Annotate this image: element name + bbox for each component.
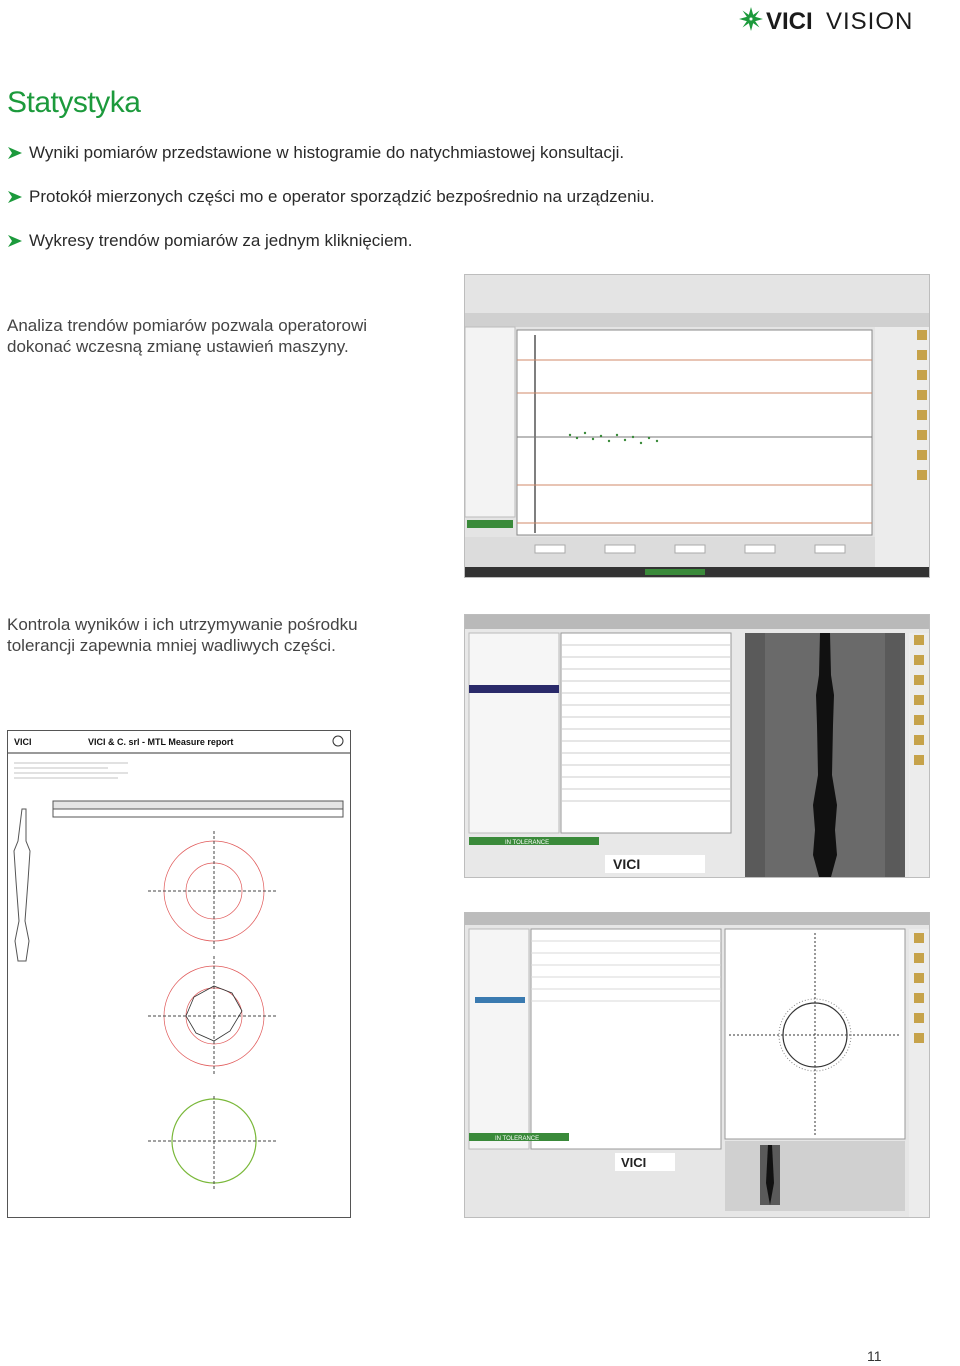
tolerance-caption-line: tolerancji zapewnia mniej wadliwych części.	[7, 636, 336, 655]
chevron-right-icon	[7, 189, 23, 205]
viewer-logo-2: VICI	[621, 1155, 647, 1170]
tolerance-caption	[7, 614, 358, 656]
measure-report-scan	[7, 730, 351, 1218]
bullet-item	[7, 143, 624, 163]
logo-text-bold: VICI	[766, 8, 813, 35]
trend-caption-line: Analiza trendów pomiarów pozwala operatorowi	[7, 316, 368, 335]
logo-text-thin: VISION	[826, 8, 914, 35]
status-label-2: IN TOLERANCE	[495, 1136, 540, 1142]
tolerance-caption-line: Kontrola wyników i ich utrzymywanie pośrodku	[7, 615, 358, 634]
trend-caption-line: dokonać wczesną zmianę ustawień maszyny.	[7, 337, 349, 356]
trend-software-screenshot	[464, 274, 930, 578]
viewer-logo: VICI	[613, 856, 641, 872]
polar-software-screenshot	[464, 912, 930, 1218]
page-title: Statystyka	[7, 86, 141, 119]
page-number: 11	[867, 1348, 882, 1364]
report-logo: VICI	[14, 737, 32, 747]
vici-vision-logo	[738, 4, 914, 35]
tolerance-software-screenshot	[464, 614, 930, 878]
bullet-text: Wyniki pomiarów przedstawione w histogramie do natychmiastowej konsultacji.	[29, 143, 625, 162]
chevron-right-icon	[7, 145, 23, 161]
trend-caption	[7, 315, 367, 357]
logo-star-icon	[739, 7, 763, 31]
bullet-item	[7, 187, 655, 207]
bullet-item	[7, 231, 412, 251]
status-label: IN TOLERANCE	[505, 840, 550, 846]
chevron-right-icon	[7, 233, 23, 249]
bullet-text: Protokół mierzonych części mo e operator sporządzić bezpośrednio na urządzeniu.	[29, 187, 655, 206]
bullet-text: Wykresy trendów pomiarów za jednym kliknięciem.	[29, 231, 413, 250]
report-header-title: VICI & C. srl - MTL Measure report	[88, 737, 234, 747]
